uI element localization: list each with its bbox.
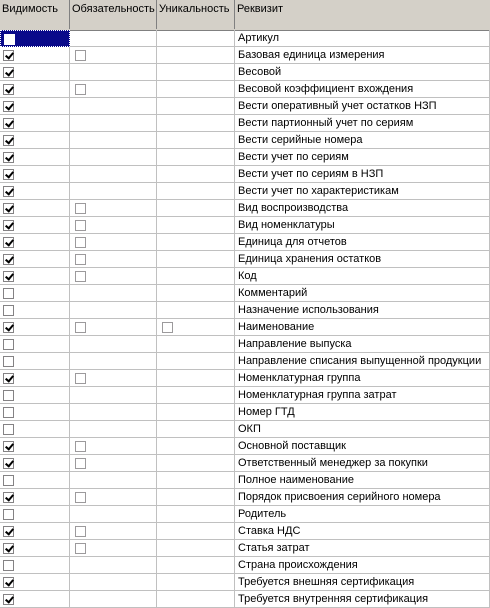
visibility-cell [0,166,70,183]
unique-cell [157,115,235,132]
visibility-checkbox[interactable] [3,560,14,571]
required-checkbox[interactable] [75,203,86,214]
visibility-cell [0,574,70,591]
table-row[interactable] [0,98,490,115]
visibility-cell [0,149,70,166]
visibility-checkbox[interactable] [3,339,14,350]
required-checkbox[interactable] [75,254,86,265]
unique-cell [157,251,235,268]
column-header-visibility[interactable]: Видимость [0,0,70,29]
attribute-name: Вести оперативный учет остатков НЗП [235,98,490,115]
required-cell [70,336,157,353]
unique-cell [157,81,235,98]
table-row[interactable] [0,217,490,234]
visibility-cell [0,200,70,217]
table-row[interactable] [0,166,490,183]
table-row[interactable] [0,489,490,506]
table-row[interactable] [0,268,490,285]
visibility-checkbox[interactable] [3,203,14,214]
required-cell [70,455,157,472]
visibility-checkbox[interactable] [3,390,14,401]
column-header-attribute[interactable]: Реквизит [237,3,283,15]
unique-cell [157,319,235,336]
unique-cell [157,472,235,489]
required-checkbox[interactable] [75,322,86,333]
attribute-name: Вид воспроизводства [235,200,490,217]
required-checkbox[interactable] [75,441,86,452]
required-cell [70,47,157,64]
visibility-checkbox[interactable] [3,271,14,282]
visibility-checkbox[interactable] [3,509,14,520]
table-row[interactable] [0,472,490,489]
visibility-cell [0,319,70,336]
attribute-name: Вести серийные номера [235,132,490,149]
required-cell [70,489,157,506]
visibility-checkbox[interactable] [3,152,14,163]
required-cell [70,421,157,438]
attribute-name: Назначение использования [235,302,490,319]
required-cell [70,166,157,183]
required-cell [70,81,157,98]
visibility-checkbox[interactable] [3,543,14,554]
attribute-name: Номенклатурная группа затрат [235,387,490,404]
visibility-cell [0,98,70,115]
required-cell [70,183,157,200]
required-cell [70,353,157,370]
table-row[interactable] [0,81,490,98]
visibility-cell [0,540,70,557]
unique-checkbox[interactable] [162,322,173,333]
unique-cell [157,285,235,302]
attribute-name: Требуется внешняя сертификация [235,574,490,591]
table-row[interactable] [0,251,490,268]
unique-cell [157,370,235,387]
unique-cell [157,557,235,574]
unique-cell [157,404,235,421]
unique-cell [157,200,235,217]
unique-cell [157,506,235,523]
table-row[interactable] [0,557,490,574]
visibility-checkbox[interactable] [3,288,14,299]
table-row[interactable] [0,438,490,455]
unique-cell [157,540,235,557]
visibility-cell [0,30,70,47]
required-checkbox[interactable] [75,492,86,503]
table-row[interactable] [0,523,490,540]
table-row[interactable] [0,404,490,421]
attribute-name: Наименование [235,319,490,336]
visibility-checkbox[interactable] [3,186,14,197]
table-row[interactable] [0,115,490,132]
attribute-name: Статья затрат [235,540,490,557]
unique-cell [157,268,235,285]
visibility-checkbox[interactable] [3,577,14,588]
visibility-checkbox[interactable] [3,135,14,146]
unique-cell [157,166,235,183]
required-cell [70,540,157,557]
selected-cell-highlight [0,30,70,47]
visibility-checkbox[interactable] [3,475,14,486]
required-cell [70,591,157,608]
required-checkbox[interactable] [75,84,86,95]
visibility-checkbox[interactable] [3,169,14,180]
table-body [0,30,490,608]
unique-cell [157,47,235,64]
required-cell [70,268,157,285]
required-cell [70,251,157,268]
attribute-name: Номер ГТД [235,404,490,421]
table-row[interactable] [0,319,490,336]
table-row[interactable] [0,64,490,81]
attribute-name: Комментарий [235,285,490,302]
attribute-name: Весовой коэффициент вхождения [235,81,490,98]
visibility-checkbox[interactable] [3,50,14,61]
unique-cell [157,183,235,200]
required-cell [70,557,157,574]
visibility-cell [0,234,70,251]
table-row[interactable] [0,455,490,472]
attribute-name: Порядок присвоения серийного номера [235,489,490,506]
required-cell [70,302,157,319]
visibility-cell [0,370,70,387]
attribute-name: Вести учет по характеристикам [235,183,490,200]
visibility-checkbox[interactable] [3,407,14,418]
attribute-name: Единица хранения остатков [235,251,490,268]
visibility-checkbox[interactable] [3,424,14,435]
attribute-name: Весовой [235,64,490,81]
table-row[interactable] [0,574,490,591]
unique-cell [157,336,235,353]
unique-cell [157,64,235,81]
unique-cell [157,302,235,319]
attribute-name: Страна происхождения [235,557,490,574]
unique-cell [157,353,235,370]
attribute-name: Ставка НДС [235,523,490,540]
required-checkbox[interactable] [75,458,86,469]
required-checkbox[interactable] [75,543,86,554]
visibility-cell [0,557,70,574]
table-row[interactable] [0,336,490,353]
table-row[interactable] [0,132,490,149]
attribute-name: Направление выпуска [235,336,490,353]
required-cell [70,506,157,523]
visibility-cell [0,421,70,438]
unique-cell [157,421,235,438]
attribute-name: Полное наименование [235,472,490,489]
unique-cell [157,217,235,234]
unique-cell [157,149,235,166]
required-checkbox[interactable] [75,237,86,248]
unique-cell [157,98,235,115]
unique-cell [157,132,235,149]
required-cell [70,217,157,234]
visibility-checkbox[interactable] [3,526,14,537]
visibility-checkbox[interactable] [3,492,14,503]
visibility-cell [0,489,70,506]
visibility-cell [0,64,70,81]
required-cell [70,285,157,302]
required-cell [70,472,157,489]
required-cell [70,115,157,132]
required-cell [70,149,157,166]
required-cell [70,387,157,404]
table-row[interactable] [0,285,490,302]
visibility-cell [0,591,70,608]
visibility-checkbox[interactable] [3,322,14,333]
table-row[interactable] [0,387,490,404]
attribute-name: Направление списания выпущенной продукции [235,353,490,370]
required-checkbox[interactable] [75,373,86,384]
table-row[interactable] [0,149,490,166]
required-cell [70,132,157,149]
required-cell [70,30,157,47]
table-row[interactable] [0,200,490,217]
attribute-name: Номенклатурная группа [235,370,490,387]
required-cell [70,438,157,455]
table-row[interactable] [0,506,490,523]
table-row[interactable] [0,302,490,319]
visibility-checkbox[interactable] [3,220,14,231]
attribute-name: Базовая единица измерения [235,47,490,64]
visibility-checkbox[interactable] [3,101,14,112]
attribute-name: Вести учет по сериям в НЗП [235,166,490,183]
visibility-cell [0,285,70,302]
table-row[interactable] [0,234,490,251]
unique-cell [157,591,235,608]
required-cell [70,404,157,421]
visibility-cell [0,387,70,404]
visibility-checkbox[interactable] [3,84,14,95]
column-header-unique[interactable]: Уникальность [157,0,235,29]
table-row[interactable] [0,370,490,387]
attribute-name: Вести учет по сериям [235,149,490,166]
attribute-name: Ответственный менеджер за покупки [235,455,490,472]
visibility-checkbox[interactable] [3,118,14,129]
visibility-checkbox[interactable] [4,34,15,45]
required-checkbox[interactable] [75,50,86,61]
unique-cell [157,234,235,251]
attribute-name: Основной поставщик [235,438,490,455]
table-row[interactable] [0,353,490,370]
visibility-checkbox[interactable] [3,305,14,316]
visibility-checkbox[interactable] [3,458,14,469]
attribute-name: Требуется внутренняя сертификация [235,591,490,608]
attribute-name: Код [235,268,490,285]
visibility-cell [0,455,70,472]
table-row[interactable] [0,183,490,200]
required-cell [70,98,157,115]
attribute-name: ОКП [235,421,490,438]
visibility-cell [0,302,70,319]
required-checkbox[interactable] [75,220,86,231]
visibility-cell [0,81,70,98]
unique-cell [157,438,235,455]
visibility-cell [0,268,70,285]
visibility-checkbox[interactable] [3,594,14,605]
unique-cell [157,523,235,540]
visibility-checkbox[interactable] [3,67,14,78]
visibility-cell [0,183,70,200]
required-cell [70,64,157,81]
table-row[interactable] [0,47,490,64]
unique-cell [157,489,235,506]
required-cell [70,574,157,591]
visibility-cell [0,251,70,268]
unique-cell [157,387,235,404]
visibility-cell [0,217,70,234]
required-cell [70,523,157,540]
visibility-checkbox[interactable] [3,441,14,452]
visibility-cell [0,353,70,370]
required-checkbox[interactable] [75,271,86,282]
visibility-checkbox[interactable] [3,237,14,248]
visibility-cell [0,506,70,523]
unique-cell [157,574,235,591]
attribute-name: Родитель [235,506,490,523]
visibility-checkbox[interactable] [3,254,14,265]
required-checkbox[interactable] [75,526,86,537]
required-cell [70,234,157,251]
visibility-cell [0,472,70,489]
table-row[interactable] [0,30,490,47]
required-cell [70,370,157,387]
required-cell [70,200,157,217]
table-row[interactable] [0,540,490,557]
required-cell [70,319,157,336]
unique-cell [157,30,235,47]
attribute-name: Вид номенклатуры [235,217,490,234]
unique-cell [157,455,235,472]
visibility-cell [0,523,70,540]
visibility-cell [0,336,70,353]
table-row[interactable] [0,591,490,608]
visibility-cell [0,404,70,421]
table-header [0,0,490,31]
column-header-required[interactable]: Обязательность [70,0,157,29]
visibility-cell [0,115,70,132]
visibility-checkbox[interactable] [3,373,14,384]
table-row[interactable] [0,421,490,438]
attribute-name: Вести партионный учет по сериям [235,115,490,132]
visibility-cell [0,132,70,149]
visibility-checkbox[interactable] [3,356,14,367]
visibility-cell [0,47,70,64]
attribute-name: Артикул [235,30,490,47]
visibility-cell [0,438,70,455]
attribute-name: Единица для отчетов [235,234,490,251]
